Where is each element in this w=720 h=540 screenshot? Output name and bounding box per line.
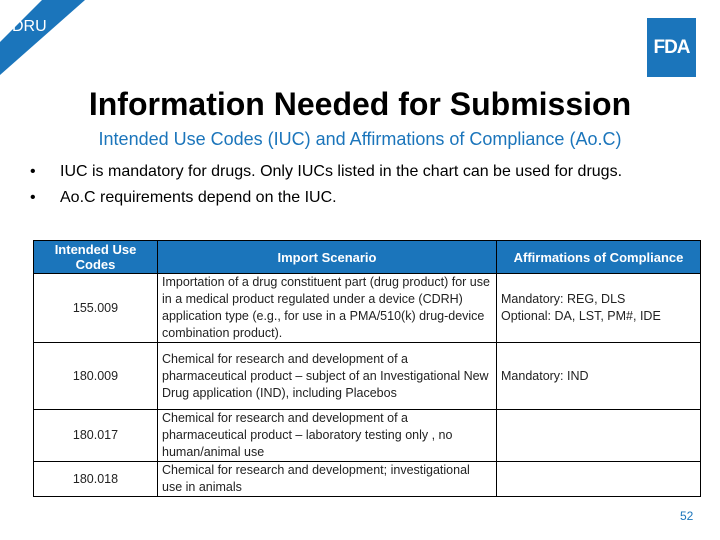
bullet-item xyxy=(30,189,622,215)
aoc-cell xyxy=(497,343,701,410)
page-title: Information Needed for Submission xyxy=(88,86,632,122)
bullet-text: Ao.C requirements depend on the IUC. xyxy=(60,189,337,206)
code-cell: 180.009 xyxy=(34,343,158,410)
bullet-text: IUC is mandatory for drugs. Only IUCs listed in the chart can be used for drugs. xyxy=(60,163,623,180)
header-aoc: Affirmations of Compliance xyxy=(497,241,701,274)
code-cell: 155.009 xyxy=(34,274,158,343)
code-cell: 180.017 xyxy=(34,410,158,462)
code-cell: 180.018 xyxy=(34,462,158,497)
page-subtitle: Intended Use Codes (IUC) and Affirmations of Compliance (Ao.C) xyxy=(98,129,622,149)
table-row xyxy=(34,343,701,410)
scenario-cell: Chemical for research and development; investigational use in animals xyxy=(158,462,497,497)
table-header-row xyxy=(34,241,701,274)
aoc-line: Mandatory: IND xyxy=(501,368,589,383)
header-codes: Intended Use Codes xyxy=(34,241,158,274)
table-row xyxy=(34,462,701,497)
aoc-cell xyxy=(497,410,701,462)
bullet-item xyxy=(30,163,622,189)
table-row xyxy=(34,274,701,343)
aoc-line: Mandatory: REG, DLS xyxy=(501,292,626,306)
fda-logo: FDA xyxy=(647,18,696,77)
page-number: 52 xyxy=(680,509,694,523)
iuc-table xyxy=(33,240,701,497)
aoc-line: Optional: DA, LST, PM#, IDE xyxy=(501,309,661,323)
scenario-cell: Importation of a drug constituent part (drug product) for use in a medical product regulated under a device (CDRH) application type (e.g., for use in a PMA/510(k) drug-device combination product). xyxy=(158,274,497,343)
aoc-cell xyxy=(497,462,701,497)
table-row xyxy=(34,410,701,462)
scenario-cell: Chemical for research and development of a pharmaceutical product – laboratory testing only , no human/animal use xyxy=(158,410,497,462)
bullet-icon: • xyxy=(30,189,36,206)
scenario-cell: Chemical for research and development of a pharmaceutical product – subject of an Investigational New Drug application (IND), including Placebos xyxy=(158,343,497,410)
corner-label: DRU xyxy=(12,18,47,35)
bullet-list xyxy=(30,163,622,215)
corner-banner xyxy=(0,0,85,75)
bullet-icon: • xyxy=(30,163,36,180)
header-scenario: Import Scenario xyxy=(158,241,497,274)
aoc-cell xyxy=(497,274,701,343)
